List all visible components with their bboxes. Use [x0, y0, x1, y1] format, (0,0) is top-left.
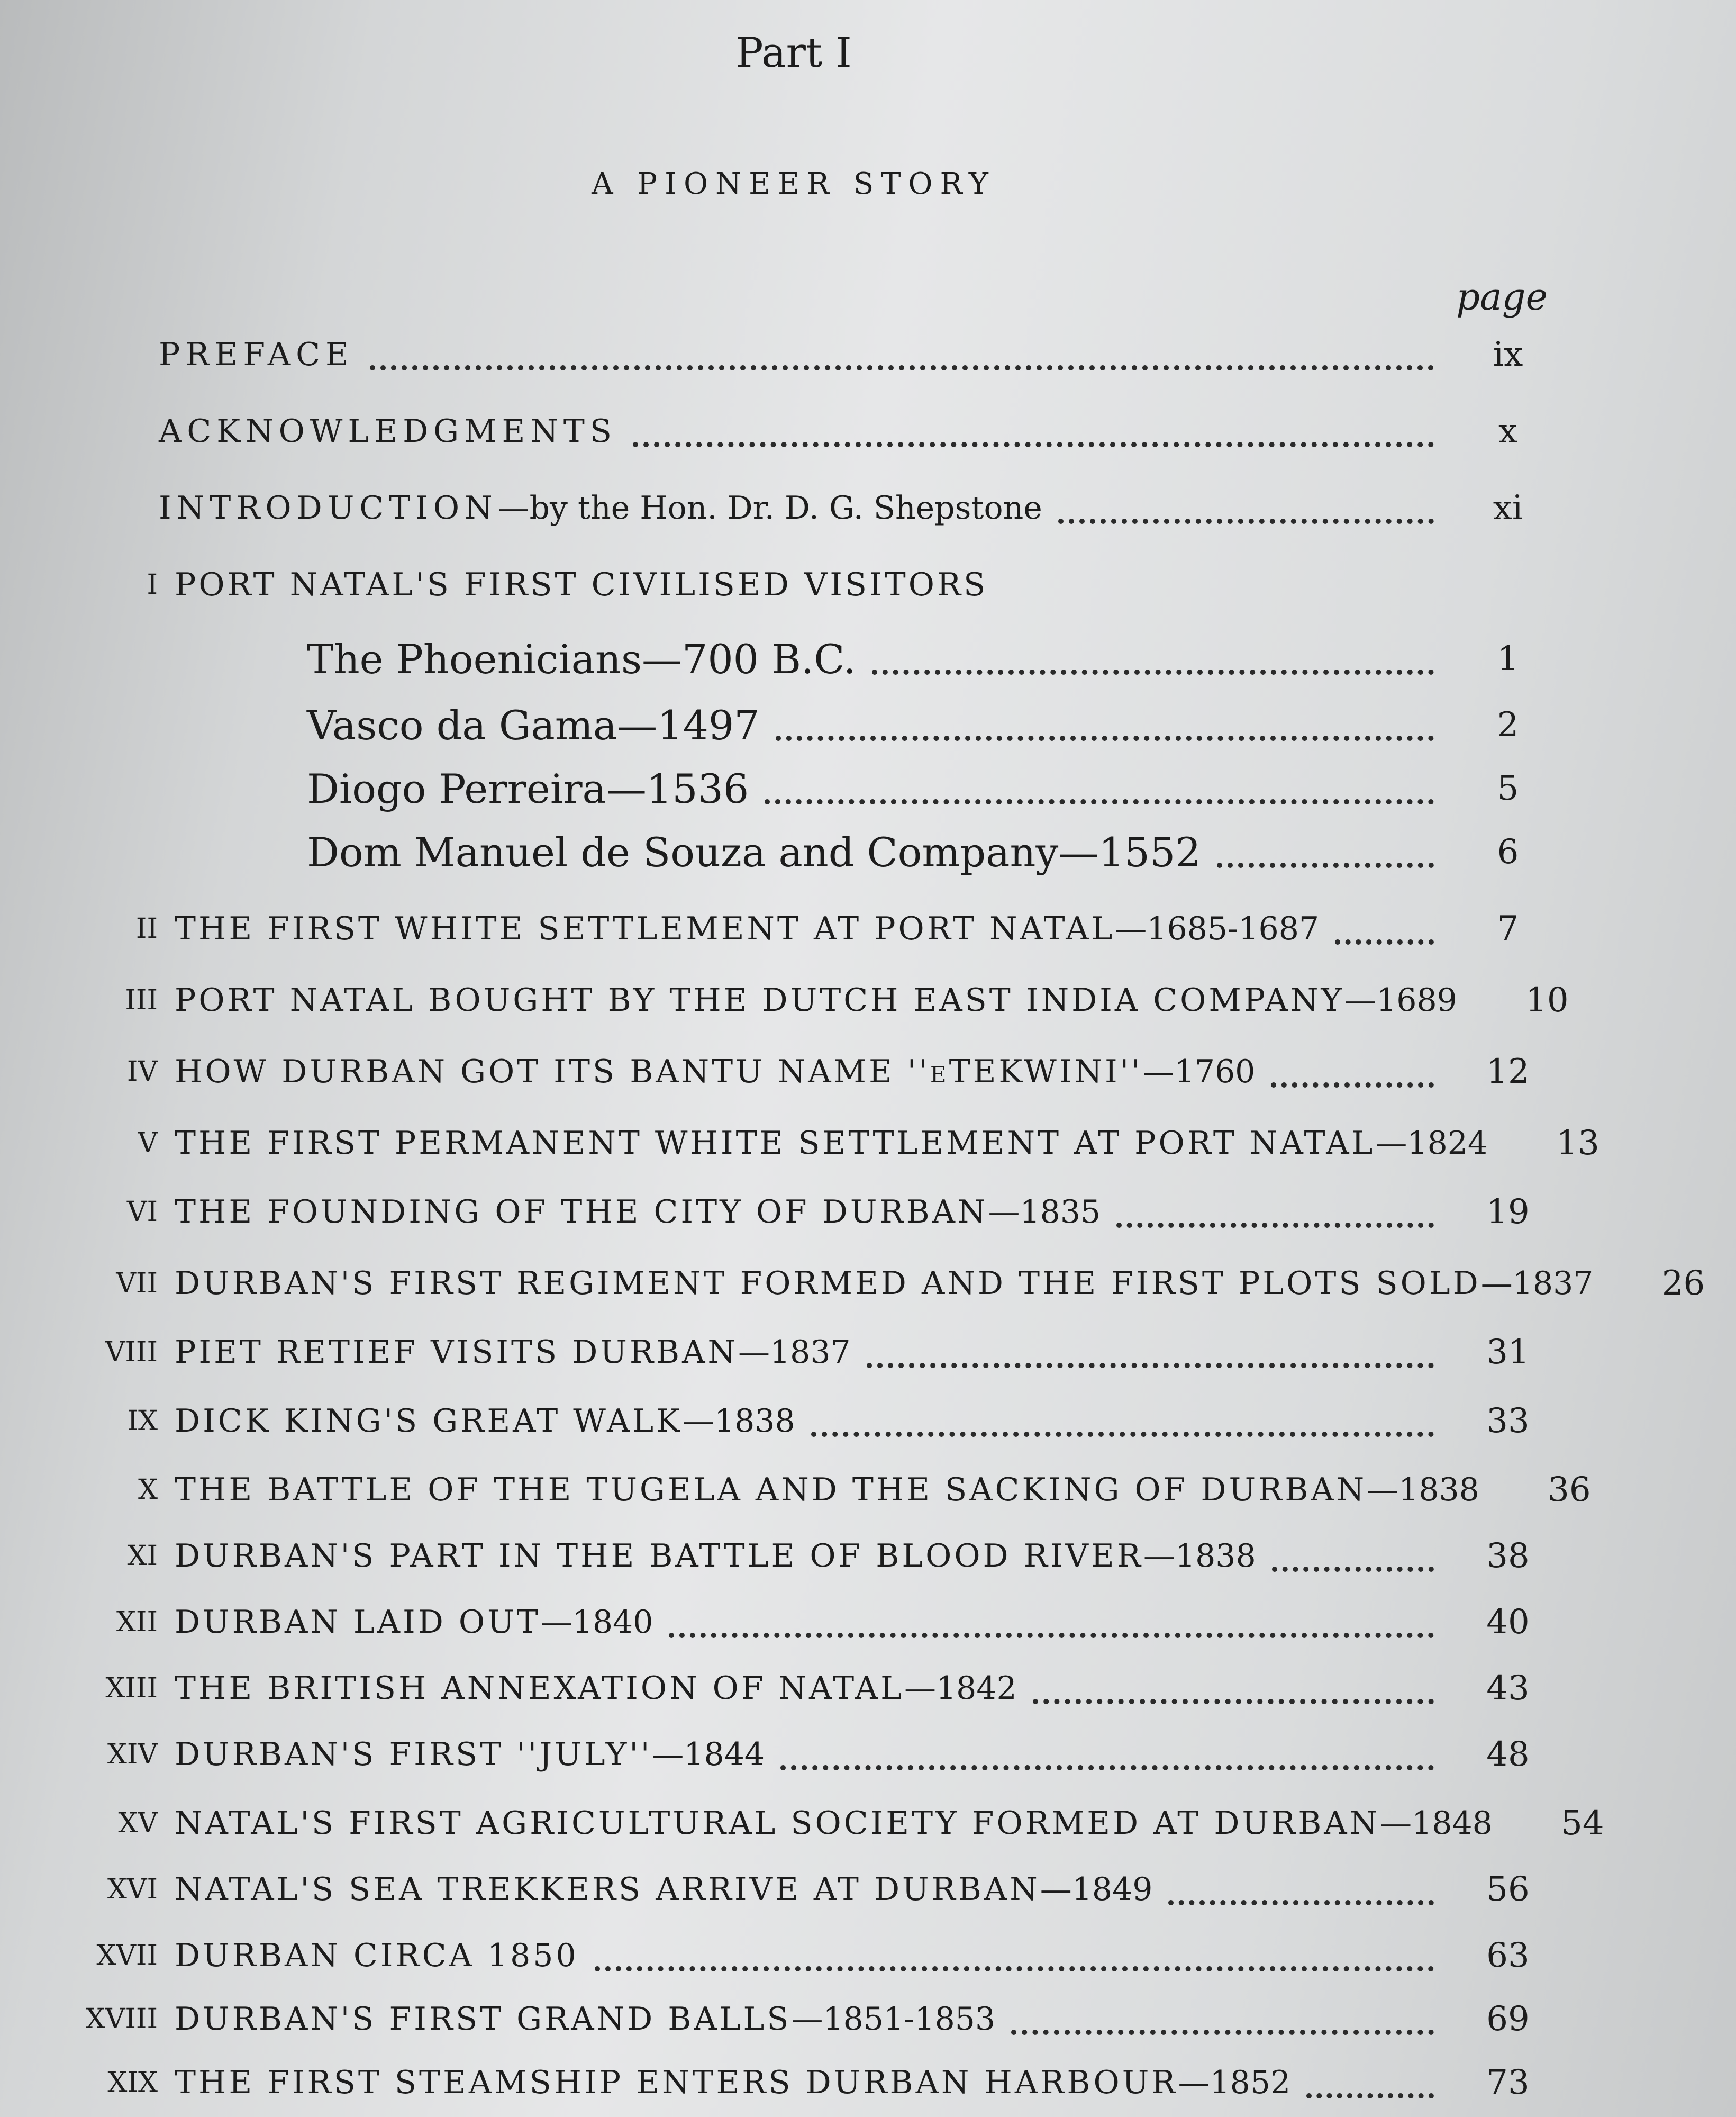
entry-title-date: —1837 — [738, 1334, 851, 1371]
chapter-number: VI — [126, 1196, 158, 1228]
chapter-number: XVIII — [85, 2003, 158, 2035]
toc-entry — [0, 1045, 1587, 1098]
chapter-number: IX — [127, 1405, 158, 1437]
entry-title — [175, 1537, 1256, 1575]
page-number: 40 — [1486, 1603, 1530, 1642]
entry-title — [159, 336, 354, 373]
page-number: 56 — [1486, 1870, 1530, 1909]
toc-entry — [0, 482, 1587, 535]
entry-title — [307, 636, 856, 683]
entry-title-date: —1842 — [904, 1670, 1017, 1707]
page-number: 38 — [1486, 1536, 1530, 1576]
entry-title-date: —1835 — [988, 1193, 1101, 1231]
entry-title-smallcaps: DURBAN CIRCA 1850 — [175, 1937, 579, 1974]
entry-title — [175, 1471, 1479, 1508]
page-number: 63 — [1486, 1936, 1530, 1975]
toc-entry — [0, 1117, 1599, 1170]
dot-leader — [811, 1405, 1434, 1437]
entry-title-smallcaps: PREFACE — [159, 336, 354, 373]
entry-title — [175, 1871, 1152, 1908]
page-number: 2 — [1497, 705, 1519, 745]
chapter-number: XVII — [96, 1940, 158, 1971]
entry-title-smallcaps: THE BATTLE OF THE TUGELA AND THE SACKING OF DURBAN — [175, 1471, 1367, 1508]
entry-title-date: —1837 — [1480, 1265, 1594, 1302]
dot-leader — [1033, 1672, 1434, 1704]
dot-leader — [1335, 913, 1434, 945]
entry-title-smallcaps: DICK KING'S GREAT WALK — [175, 1403, 683, 1440]
page-number: 19 — [1486, 1192, 1530, 1232]
entry-title-date: —1760 — [1142, 1053, 1256, 1090]
chapter-number: VIII — [105, 1336, 158, 1368]
entry-title — [159, 490, 1042, 527]
page-number: 54 — [1561, 1804, 1604, 1843]
toc-entry — [0, 558, 1587, 611]
entry-title — [175, 2001, 995, 2038]
dot-leader — [765, 773, 1434, 804]
toc-entry — [0, 1929, 1587, 1982]
dot-leader — [370, 339, 1434, 370]
toc-entry — [0, 1797, 1604, 1850]
dot-leader — [1011, 2003, 1434, 2035]
dot-leader — [872, 643, 1434, 675]
chapter-number: XI — [127, 1540, 158, 1572]
entry-title — [175, 910, 1319, 947]
entry-title — [175, 1125, 1488, 1162]
toc-entry — [0, 1326, 1587, 1379]
page-number: 12 — [1486, 1052, 1530, 1091]
entry-title-smallcaps: INTRODUCTION — [159, 490, 498, 527]
chapter-number: III — [125, 984, 158, 1016]
entry-title — [175, 1403, 795, 1440]
chapter-number: XV — [118, 1807, 158, 1839]
entry-title-date: —1838 — [1143, 1537, 1256, 1575]
entry-title — [175, 1604, 653, 1641]
entry-title-smallcaps: ACKNOWLEDGMENTS — [159, 413, 617, 450]
entry-title-date: Dom Manuel de Souza and Company—1552 — [307, 828, 1201, 876]
dot-leader — [1168, 1874, 1434, 1905]
entry-title-date: —1851-1853 — [791, 2001, 996, 2038]
page-number: 26 — [1661, 1264, 1705, 1303]
dot-leader — [1004, 572, 1434, 598]
toc-entry — [0, 2056, 1587, 2109]
entry-title-date: —1824 — [1375, 1125, 1488, 1162]
entry-title — [307, 765, 749, 812]
entry-title-smallcaps: PORT NATAL'S FIRST CIVILISED VISITORS — [175, 566, 988, 603]
dot-leader — [867, 1336, 1434, 1368]
entry-title-smallcaps: THE FOUNDING OF THE CITY OF DURBAN — [175, 1193, 988, 1231]
page-number: 13 — [1556, 1124, 1599, 1163]
toc-entry — [0, 632, 1587, 685]
entry-title-smallcaps: DURBAN'S FIRST ''JULY'' — [175, 1736, 652, 1773]
entry-title-smallcaps: PORT NATAL BOUGHT BY THE DUTCH EAST INDIA COMPANY — [175, 982, 1345, 1019]
entry-title — [159, 413, 617, 450]
chapter-number: XII — [116, 1606, 158, 1638]
entry-title-date: —1852 — [1178, 2064, 1291, 2101]
chapter-number: II — [135, 913, 158, 945]
entry-title-date: —1849 — [1040, 1871, 1153, 1908]
page-number: 33 — [1486, 1401, 1530, 1441]
chapter-number: X — [138, 1474, 158, 1506]
chapter-number: XVI — [107, 1874, 158, 1905]
toc-entry — [0, 974, 1587, 1027]
toc-entry — [0, 826, 1587, 879]
toc-entry — [0, 328, 1587, 381]
entry-title-date: —1848 — [1380, 1805, 1493, 1842]
page-number: 1 — [1497, 639, 1519, 678]
chapter-number: XIII — [105, 1672, 158, 1704]
chapter-number: I — [147, 569, 158, 601]
entry-title-smallcaps: PIET RETIEF VISITS DURBAN — [175, 1334, 738, 1371]
entry-title-smallcaps: NATAL'S SEA TREKKERS ARRIVE AT DURBAN — [175, 1871, 1040, 1908]
toc-entry — [0, 1186, 1587, 1238]
chapter-number: V — [138, 1127, 158, 1159]
entry-title-smallcaps: THE FIRST STEAMSHIP ENTERS DURBAN HARBOUR — [175, 2064, 1178, 2101]
entry-title-smallcaps: DURBAN'S FIRST REGIMENT FORMED AND THE FIRST PLOTS SOLD — [175, 1265, 1481, 1302]
entry-title — [175, 1334, 851, 1371]
toc-entry — [0, 1463, 1591, 1516]
entry-title-date: —by the Hon. Dr. D. G. Shepstone — [497, 490, 1042, 527]
toc-entry — [0, 1395, 1587, 1447]
dot-leader — [1217, 836, 1434, 868]
dot-leader — [776, 709, 1434, 741]
toc-entry — [0, 762, 1587, 815]
entry-title-date: —1685-1687 — [1115, 910, 1320, 947]
entry-title — [175, 1193, 1101, 1231]
toc-entry — [0, 1728, 1587, 1781]
dot-leader — [1272, 1540, 1434, 1572]
page-number: 73 — [1486, 2063, 1530, 2102]
entry-title-date: The Phoenicians—700 B.C. — [307, 635, 856, 683]
toc-entry — [0, 699, 1587, 752]
entry-title-smallcaps: HOW DURBAN GOT ITS BANTU NAME ''eTEKWINI'' — [175, 1053, 1143, 1090]
dot-leader — [633, 415, 1434, 447]
entry-title-date: —1838 — [1367, 1471, 1479, 1508]
page-number: ix — [1493, 335, 1523, 374]
page-number: xi — [1493, 488, 1523, 528]
entry-title — [175, 982, 1457, 1019]
entry-title-smallcaps: THE FIRST PERMANENT WHITE SETTLEMENT AT PORT NATAL — [175, 1125, 1376, 1162]
entry-title-smallcaps: DURBAN'S FIRST GRAND BALLS — [175, 2001, 792, 2038]
dot-leader — [1116, 1196, 1434, 1228]
entry-title-smallcaps: DURBAN'S PART IN THE BATTLE OF BLOOD RIVER — [175, 1537, 1143, 1575]
entry-title — [175, 1805, 1493, 1842]
chapter-number: IV — [126, 1056, 158, 1088]
entry-title — [175, 1265, 1593, 1302]
section-title: A PIONEER STORY — [592, 167, 996, 201]
page-number: 43 — [1486, 1669, 1530, 1708]
entry-title-date: —1844 — [652, 1736, 765, 1773]
entry-title-date: —1689 — [1344, 982, 1457, 1019]
toc-entry — [0, 1863, 1587, 1916]
toc-entry — [0, 405, 1587, 458]
entry-title-date: Vasco da Gama—1497 — [307, 701, 760, 749]
toc-entry — [0, 1662, 1587, 1715]
part-heading: Part I — [735, 29, 852, 77]
dot-leader — [1058, 492, 1434, 524]
chapter-number: VII — [116, 1268, 158, 1299]
dot-leader — [1306, 2067, 1434, 2098]
page-number: 48 — [1486, 1735, 1530, 1774]
page-column-label: page — [1456, 275, 1548, 319]
page-number: 7 — [1497, 909, 1519, 948]
entry-title — [175, 1736, 765, 1773]
chapter-number: XIX — [107, 2067, 158, 2098]
entry-title — [175, 1053, 1255, 1090]
entry-title-smallcaps: DURBAN LAID OUT — [175, 1604, 541, 1641]
entry-title — [175, 2064, 1290, 2101]
dot-leader — [780, 1739, 1434, 1770]
page-number: 5 — [1497, 769, 1519, 808]
page-number: x — [1498, 412, 1518, 451]
toc-entry — [0, 1530, 1587, 1582]
entry-title-smallcaps: THE FIRST WHITE SETTLEMENT AT PORT NATAL — [175, 910, 1115, 947]
entry-title-date: —1838 — [682, 1403, 795, 1440]
page-number: 36 — [1548, 1470, 1591, 1509]
entry-title — [175, 1937, 579, 1974]
entry-title-smallcaps: NATAL'S FIRST AGRICULTURAL SOCIETY FORMED AT DURBAN — [175, 1805, 1380, 1842]
entry-title-smallcaps: THE BRITISH ANNEXATION OF NATAL — [175, 1670, 904, 1707]
entry-title-date: —1840 — [540, 1604, 653, 1641]
page-number: 10 — [1525, 981, 1569, 1020]
dot-leader — [669, 1606, 1434, 1638]
toc-entry — [0, 902, 1587, 955]
page-number: 31 — [1486, 1333, 1530, 1372]
chapter-number: XIV — [107, 1739, 158, 1770]
dot-leader — [1271, 1056, 1434, 1088]
page-number: 6 — [1497, 833, 1519, 872]
entry-title — [175, 566, 988, 603]
entry-title — [175, 1670, 1017, 1707]
toc-entry — [0, 1257, 1705, 1310]
dot-leader — [595, 1940, 1434, 1971]
page-number: 69 — [1486, 2000, 1530, 2039]
entry-title — [307, 829, 1201, 876]
toc-entry — [0, 1596, 1587, 1649]
toc-entry — [0, 1993, 1587, 2046]
entry-title — [307, 702, 760, 749]
entry-title-date: Diogo Perreira—1536 — [307, 765, 749, 812]
